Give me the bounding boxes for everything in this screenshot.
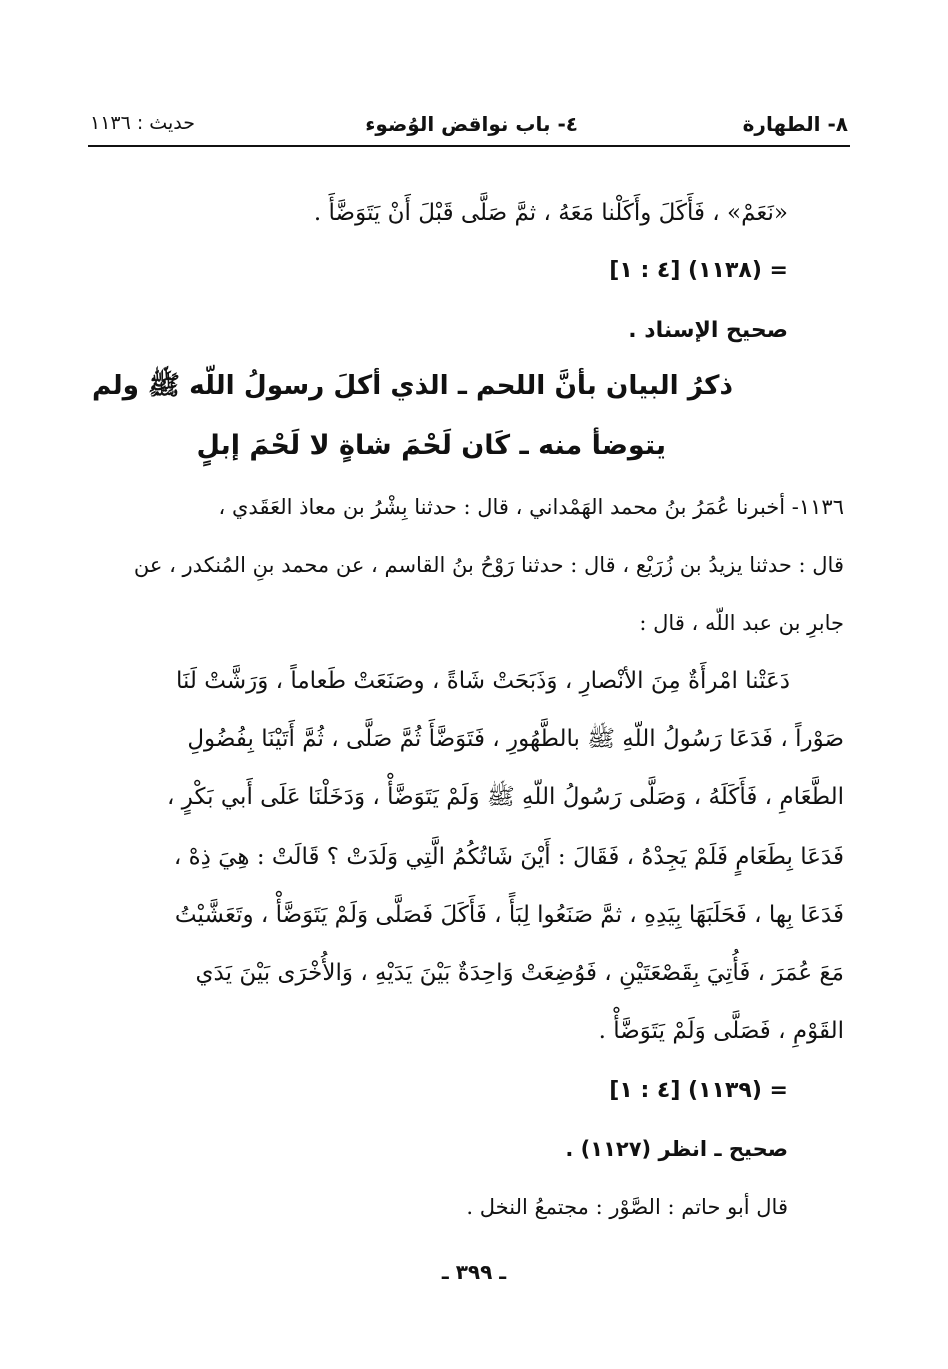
page-number: ـ ٣٩٩ ـ	[441, 1260, 507, 1284]
isnad-line: ١١٣٦- أخبرنا عُمَرُ بنُ محمد الهَمْداني ، قال : حدثنا بِشْرُ بن معاذ العَقَدي ،	[218, 495, 844, 519]
chapter-heading-line-2: يتوضأ منه ـ كَان لَحْمَ شاةٍ لا لَحْمَ إبلٍ	[196, 430, 666, 461]
grading-line: صحيح الإسناد .	[628, 318, 788, 343]
hadith-reference: حديث : ١١٣٦	[90, 112, 195, 134]
text-line: «نَعَمْ» ، فَأَكَلَ وأَكَلْنا مَعَهُ ، ثمَّ صَلَّى قَبْلَ أَنْ يَتَوَضَّأَ .	[313, 200, 788, 226]
chapter-heading-line-1: ذكرُ البيان بأنَّ اللحم ـ الذي أكلَ رسولُ اللّه ﷺ ولم	[92, 371, 733, 401]
matn-line: مَعَ عُمَرَ ، فَأُتِيَ بِقَصْعَتَيْنِ ، فَوُضِعَتْ وَاحِدَةٌ بَيْنَ يَدَيْهِ ، وَالأُخْرَى بَيْنَ يَدَي	[195, 960, 844, 986]
running-header	[90, 108, 848, 144]
header-rule	[88, 145, 850, 147]
isnad-line: قال : حدثنا يزيدُ بن زُرَيْع ، قال : حدثنا رَوْحُ بنُ القاسم ، عن محمد بنِ المُنكدر ، عن	[133, 553, 844, 577]
grading-line: صحيح ـ انظر (١١٢٧) .	[565, 1137, 788, 1161]
matn-line: دَعَتْنا امْرأَةٌ مِنَ الأنْصارِ ، وَذَبَحَتْ شَاةً ، وصَنَعَتْ طَعاماً ، وَرَشَّتْ لَنَا	[175, 668, 790, 694]
matn-line: فَدَعَا بِطَعَامٍ فَلَمْ يَجِدْهُ ، فَقَالَ : أَيْنَ شَاتُكُمُ الَّتِي وَلَدَتْ ؟ قَالَتْ : هِيَ ذِهْ ،	[173, 844, 844, 870]
reference-line: = (١١٣٨) [٤ : ١]	[609, 258, 788, 283]
section-title: ٤- باب نواقض الوُضوء	[365, 112, 578, 136]
matn-line: صَوْراً ، فَدَعَا رَسُولُ اللّهِ ﷺ بالطَّهُورِ ، فَتَوَضَّأَ ثُمَّ صَلَّى ، ثُمَّ أَتَيْنَا بِفُضُولِ	[187, 726, 844, 752]
matn-line: فَدَعَا بِها ، فَحَلَبَهَا بِيَدِهِ ، ثمَّ صَنَعُوا لِبَأً ، فَأَكَلَ فَصَلَّى وَلَمْ يَتَوَضَّأْ ، وتَعَشَّيْتُ	[174, 902, 844, 928]
matn-line: القَوْمِ ، فَصَلَّى وَلَمْ يَتَوَضَّأْ .	[598, 1018, 844, 1044]
explanation-line: قال أبو حاتم : الصَّوْر : مجتمعُ النخل .	[466, 1195, 788, 1219]
isnad-line: جابرِ بن عبد اللّه ، قال :	[639, 611, 844, 635]
chapter-title: ٨- الطهارة	[742, 112, 848, 136]
matn-line: الطَّعَامِ ، فَأَكَلَهُ ، وَصَلَّى رَسُولُ اللّهِ ﷺ وَلَمْ يَتَوَضَّأْ ، وَدَخَلْنَا عَلَى أَبي بَكْرٍ ،	[167, 784, 844, 810]
reference-line: = (١١٣٩) [٤ : ١]	[609, 1078, 788, 1103]
